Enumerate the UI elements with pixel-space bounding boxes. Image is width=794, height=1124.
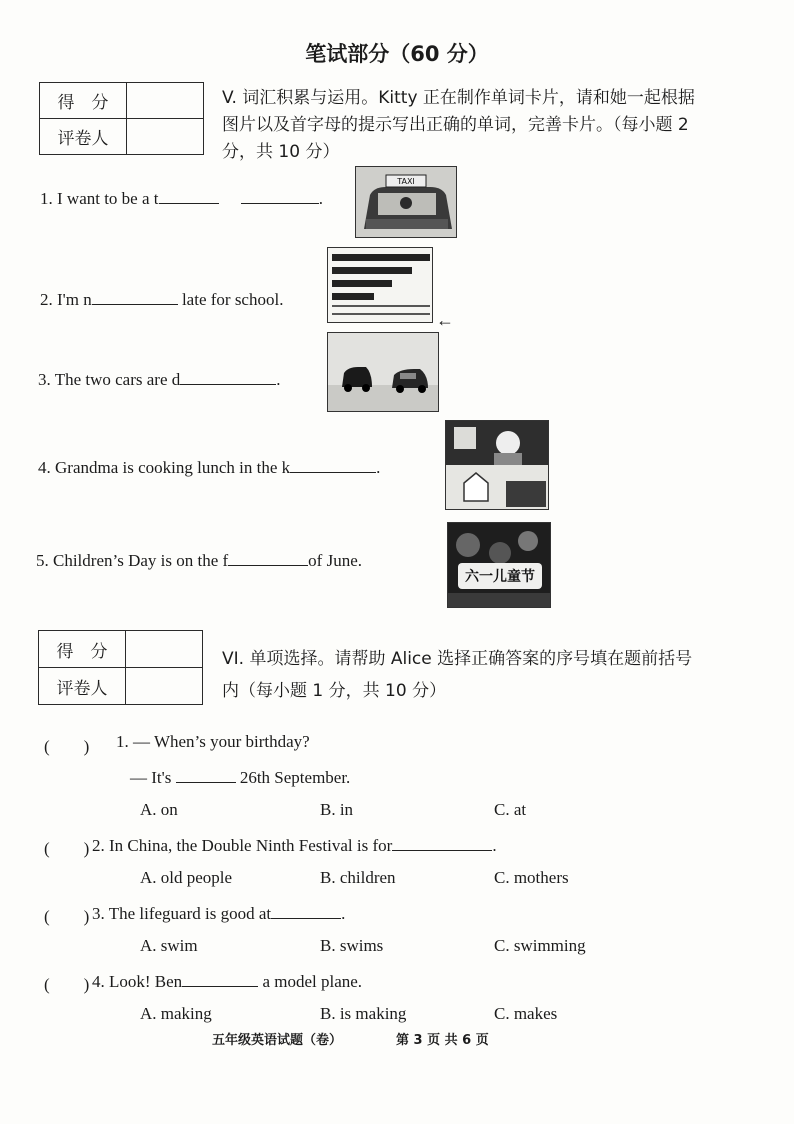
grader-blank[interactable]: [126, 668, 203, 705]
answer-paren[interactable]: ( ): [44, 737, 90, 756]
footer-exam-name: 五年级英语试题（卷）: [212, 1033, 343, 1048]
answer-blank[interactable]: [180, 368, 276, 385]
question-1-stem: 1. — When’s your birthday?: [116, 732, 310, 751]
option-c[interactable]: C. at: [494, 800, 527, 819]
item-text: 5. Children’s Day is on the f: [36, 551, 229, 570]
answer-blank[interactable]: [182, 970, 258, 987]
score-blank[interactable]: [126, 631, 203, 668]
score-label: 得 分: [39, 631, 126, 668]
stem-text: 4. Look! Ben: [92, 972, 183, 991]
answer-paren[interactable]: ( ): [44, 907, 90, 926]
childrens-day-text: 六一儿童节: [465, 569, 535, 585]
grader-label: 评卷人: [40, 119, 127, 155]
answer-blank[interactable]: [176, 766, 236, 783]
question-1-response: [130, 766, 350, 788]
answer-paren[interactable]: ( ): [44, 975, 90, 994]
taxi-picture: [355, 166, 457, 238]
item-text: 4. Grandma is cooking lunch in the k: [38, 458, 291, 477]
answer-blank[interactable]: [271, 902, 341, 919]
vocab-item-5: [36, 549, 362, 571]
footer-page-number: 第 3 页 共 6 页: [396, 1033, 489, 1048]
score-blank[interactable]: [127, 83, 204, 119]
answer-blank[interactable]: [159, 187, 219, 204]
option-a[interactable]: A. swim: [140, 936, 198, 955]
option-a[interactable]: A. on: [140, 800, 178, 819]
question-4-stem: [92, 970, 362, 992]
grader-label: 评卷人: [39, 668, 126, 705]
answer-blank[interactable]: [241, 187, 319, 204]
stem-end: a model plane.: [258, 972, 363, 991]
question-2-stem: [92, 834, 497, 856]
vocab-item-4: [38, 456, 380, 478]
option-b[interactable]: B. is making: [320, 1004, 407, 1023]
response-end: 26th September.: [235, 768, 351, 787]
vocab-item-3: [38, 368, 281, 390]
stem-text: 3. The lifeguard is good at: [92, 904, 272, 923]
stem-end: .: [492, 836, 497, 855]
item-text: 1. I want to be a t: [40, 189, 159, 208]
item-end: of June.: [308, 551, 362, 570]
question-3-stem: [92, 902, 345, 924]
vocab-item-2: [40, 288, 283, 310]
schedule-bar-picture: [327, 247, 433, 323]
score-label: 得 分: [40, 83, 127, 119]
option-c[interactable]: C. mothers: [494, 868, 569, 887]
item-end: late for school.: [177, 290, 284, 309]
item-end: .: [276, 370, 281, 389]
score-box-section6: [38, 630, 203, 705]
answer-blank[interactable]: [228, 549, 308, 566]
kitchen-picture: [445, 420, 549, 510]
answer-blank[interactable]: [290, 456, 376, 473]
two-cars-picture: [327, 332, 439, 412]
option-b[interactable]: B. in: [320, 800, 354, 819]
item-text: 3. The two cars are d: [38, 370, 181, 389]
option-c[interactable]: C. swimming: [494, 936, 586, 955]
vocab-item-1: [40, 187, 323, 209]
section5-instruction: V. 词汇积累与运用。Kitty 正在制作单词卡片，请和她一起根据图片以及首字母的提示写出正确的单词，完善卡片。（每小题 2 分，共 10 分）: [222, 88, 695, 162]
arrow-left-icon: ←: [436, 310, 454, 330]
item-text: 2. I'm n: [40, 290, 92, 309]
option-b[interactable]: B. swims: [320, 936, 384, 955]
option-a[interactable]: A. making: [140, 1004, 212, 1023]
childrens-day-picture: [447, 522, 551, 608]
answer-blank[interactable]: [92, 288, 178, 305]
stem-end: .: [341, 904, 346, 923]
answer-paren[interactable]: ( ): [44, 839, 90, 858]
score-box-section5: [39, 82, 204, 155]
option-b[interactable]: B. children: [320, 868, 396, 887]
item-end: .: [318, 189, 323, 208]
page-title: 笔试部分（60 分）: [305, 42, 489, 66]
stem-text: 2. In China, the Double Ninth Festival is for: [92, 836, 393, 855]
option-a[interactable]: A. old people: [140, 868, 233, 887]
grader-blank[interactable]: [127, 119, 204, 155]
option-c[interactable]: C. makes: [494, 1004, 558, 1023]
section6-instruction: VI. 单项选择。请帮助 Alice 选择正确答案的序号填在题前括号内（每小题 1 分，共 10 分）: [222, 649, 693, 701]
response-text: — It's: [130, 768, 176, 787]
taxi-sign-text: TAXI: [397, 177, 415, 186]
item-end: .: [376, 458, 381, 477]
answer-blank[interactable]: [392, 834, 492, 851]
